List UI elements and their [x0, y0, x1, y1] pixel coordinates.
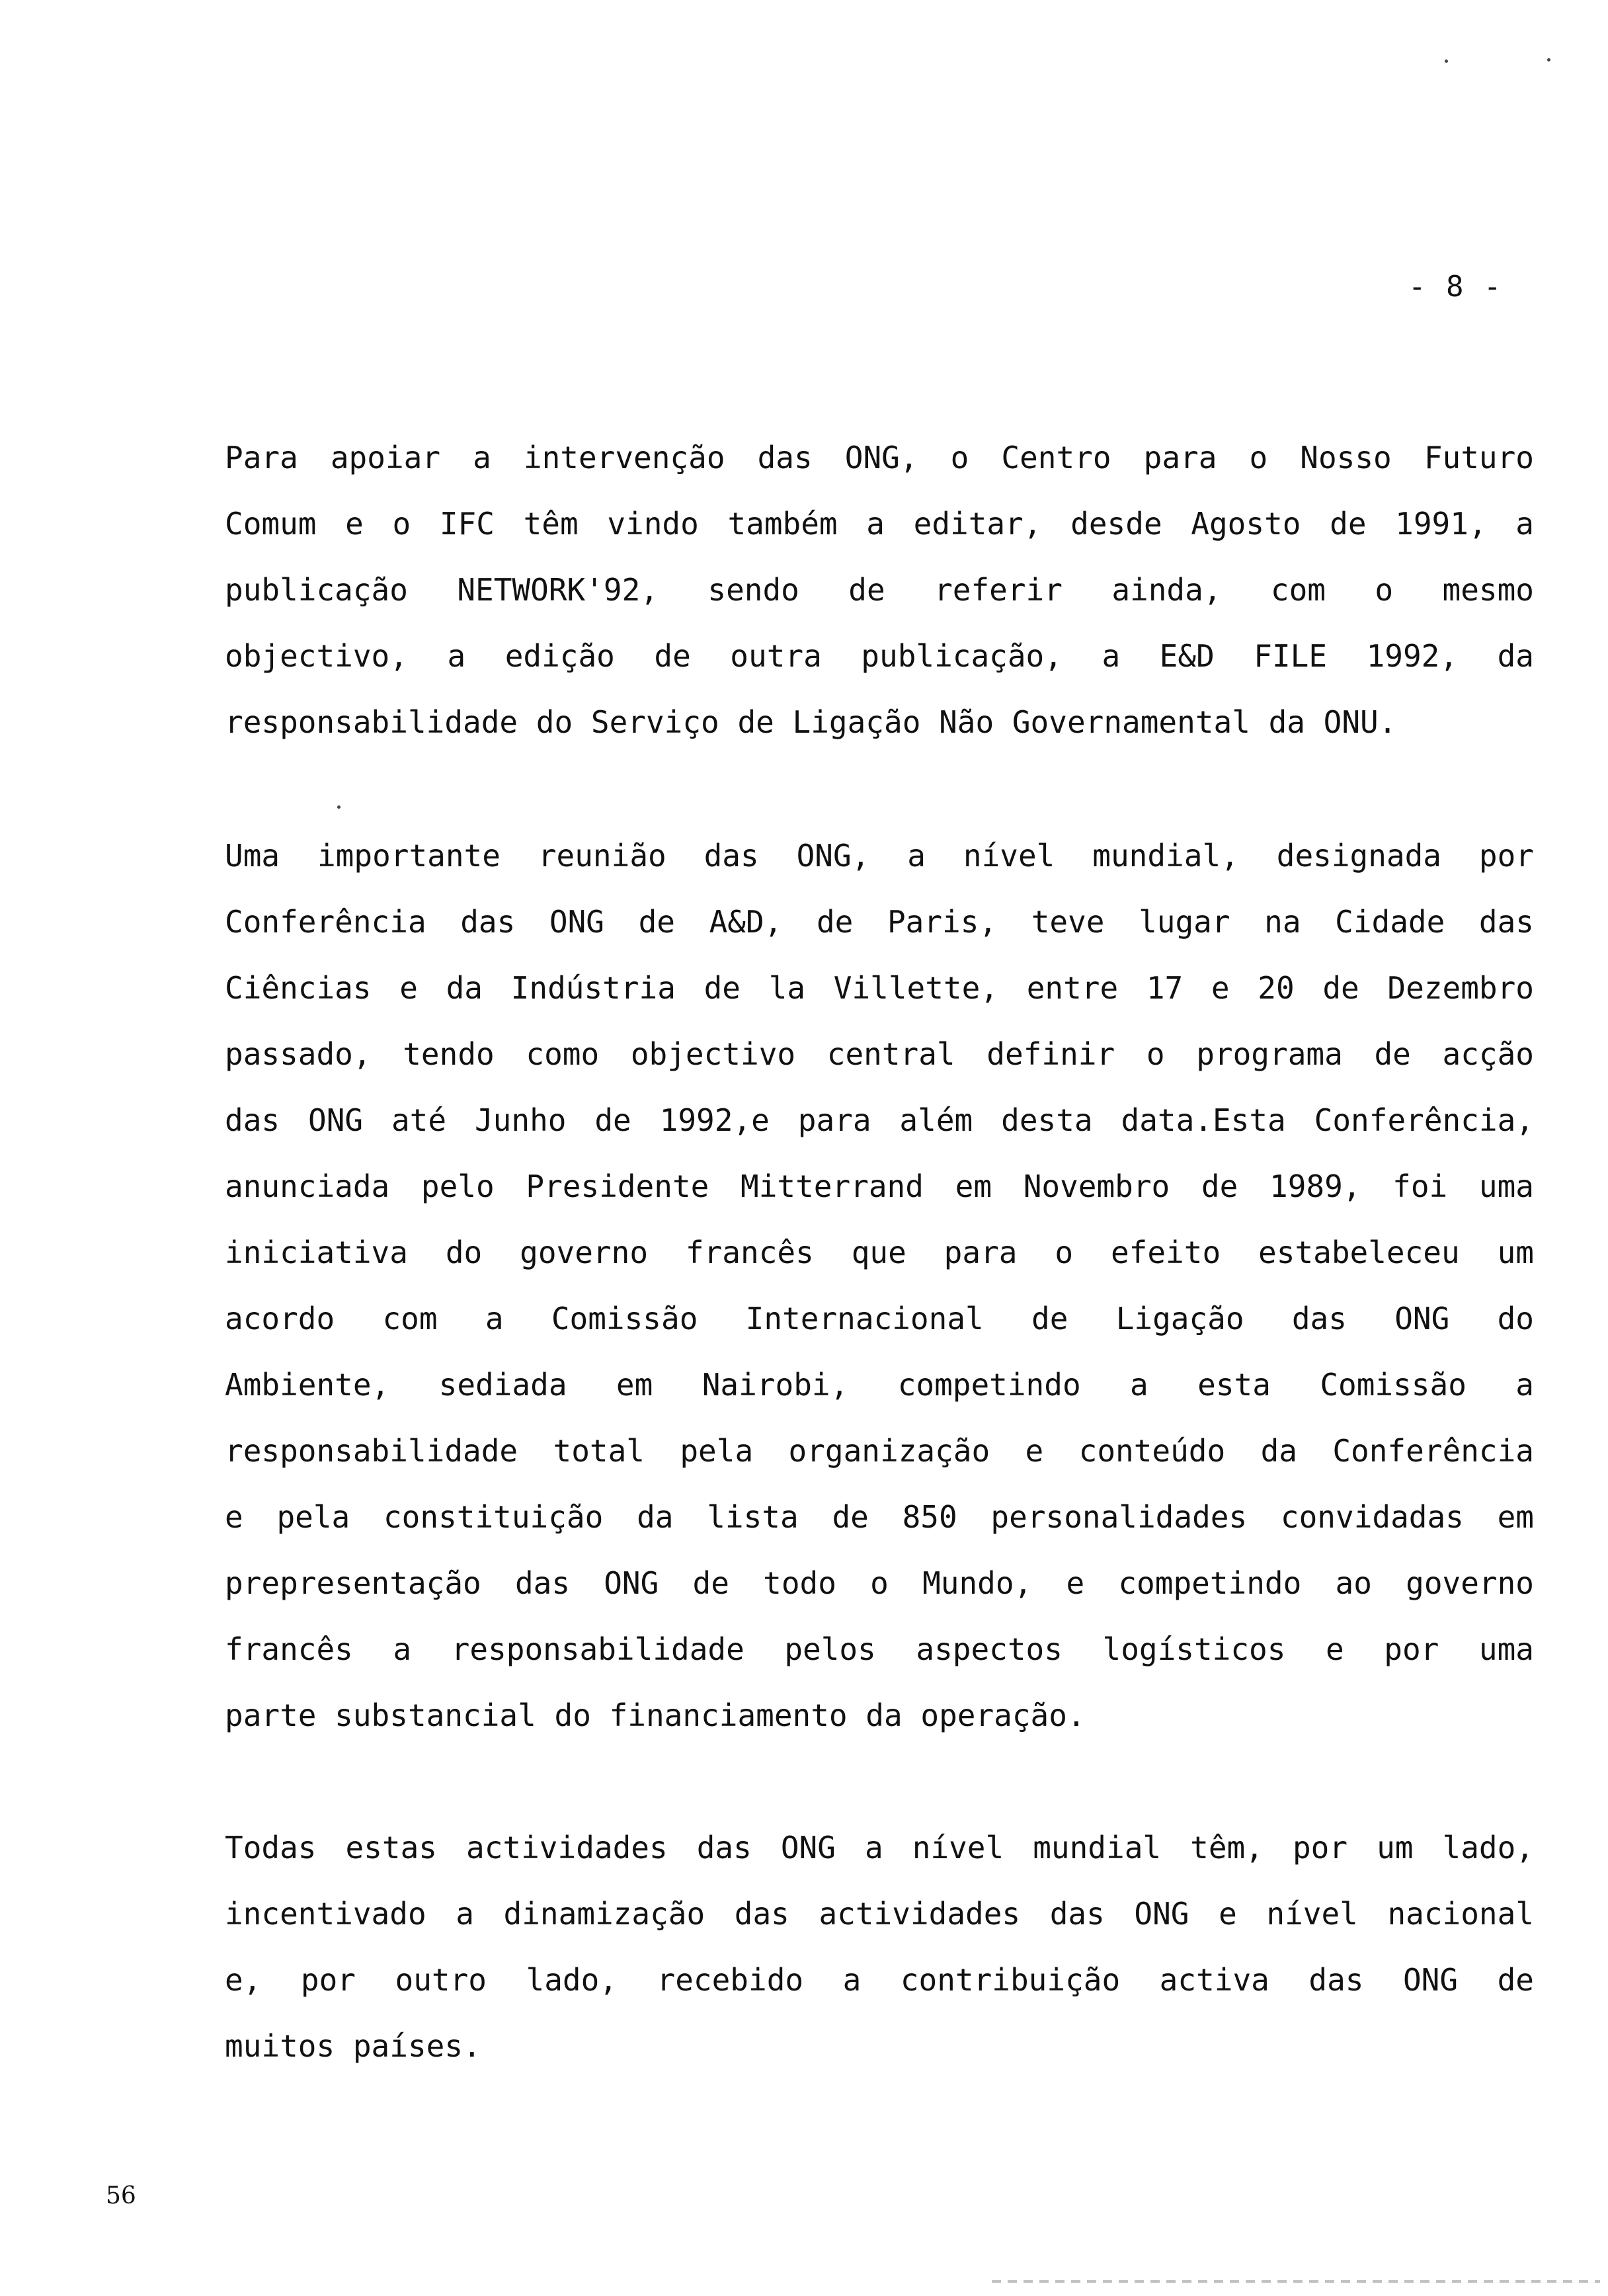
- page-number: - 8 -: [1408, 270, 1503, 304]
- scan-speck: [1445, 60, 1448, 63]
- text-line: Uma importante reunião das ONG, a nível mundial, designada por: [225, 838, 1534, 874]
- text-line: parte substancial do financiamento da operação.: [225, 1698, 1086, 1733]
- text-line: responsabilidade do Serviço de Ligação Não Governamental da ONU.: [225, 704, 1397, 740]
- scan-edge-artifact: [992, 2280, 1600, 2283]
- text-line: e pela constituição da lista de 850 personalidades convidadas em: [225, 1499, 1534, 1535]
- text-line: publicação NETWORK'92, sendo de referir ainda, com o mesmo: [225, 572, 1534, 608]
- footer-page-number: 56: [106, 2182, 136, 2209]
- text-line: Comum e o IFC têm vindo também a editar, desde Agosto de 1991, a: [225, 506, 1534, 542]
- scan-speck: [1547, 58, 1550, 62]
- text-line: acordo com a Comissão Internacional de Ligação das ONG do: [225, 1301, 1534, 1336]
- text-line: e, por outro lado, recebido a contribuição activa das ONG de: [225, 1962, 1534, 1998]
- text-line: Ambiente, sediada em Nairobi, competindo a esta Comissão a: [225, 1367, 1534, 1403]
- paragraph-ngo-activities: [225, 1815, 1534, 2079]
- text-line: passado, tendo como objectivo central definir o programa de acção: [225, 1036, 1534, 1072]
- text-line: Conferência das ONG de A&D, de Paris, teve lugar na Cidade das: [225, 904, 1534, 940]
- text-line: anunciada pelo Presidente Mitterrand em Novembro de 1989, foi uma: [225, 1168, 1534, 1204]
- text-line: responsabilidade total pela organização e conteúdo da Conferência: [225, 1433, 1534, 1469]
- text-line: das ONG até Junho de 1992,e para além desta data.Esta Conferência,: [225, 1102, 1534, 1138]
- text-line: francês a responsabilidade pelos aspectos logísticos e por uma: [225, 1631, 1534, 1667]
- text-line: objectivo, a edição de outra publicação, a E&D FILE 1992, da: [225, 638, 1534, 674]
- text-line: incentivado a dinamização das actividades das ONG e nível nacional: [225, 1896, 1534, 1932]
- paragraph-network-publication: [225, 425, 1534, 755]
- text-line: iniciativa do governo francês que para o efeito estabeleceu um: [225, 1235, 1534, 1270]
- text-line: muitos países.: [225, 2028, 481, 2064]
- paragraph-paris-conference: [225, 823, 1534, 1748]
- text-line: Todas estas actividades das ONG a nível mundial têm, por um lado,: [225, 1830, 1534, 1866]
- scan-speck: [337, 805, 341, 809]
- text-line: prepresentação das ONG de todo o Mundo, e competindo ao governo: [225, 1565, 1534, 1601]
- text-line: Ciências e da Indústria de la Villette, entre 17 e 20 de Dezembro: [225, 970, 1534, 1006]
- text-line: Para apoiar a intervenção das ONG, o Centro para o Nosso Futuro: [225, 440, 1534, 475]
